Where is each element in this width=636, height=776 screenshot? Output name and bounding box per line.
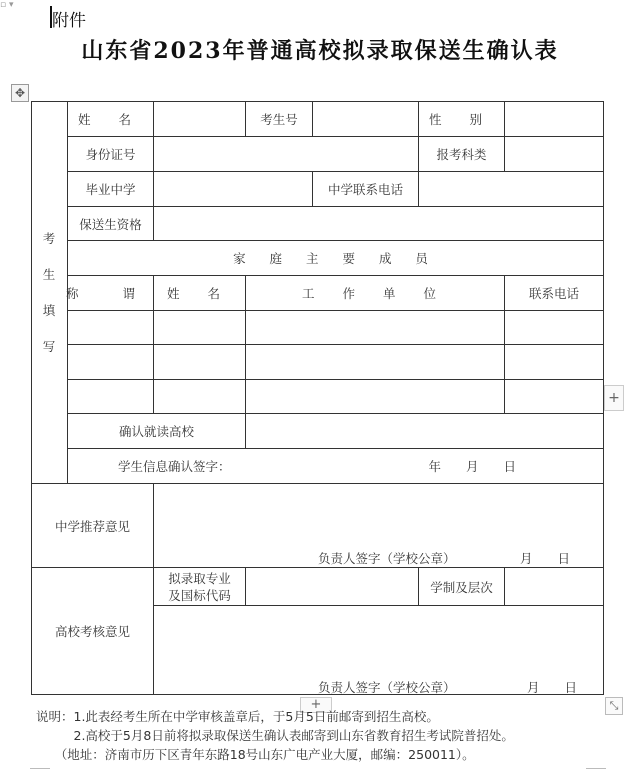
side-char-3: 填 <box>42 303 56 318</box>
confirm-school-label: 确认就读高校 <box>118 424 194 439</box>
name-field[interactable] <box>154 102 245 136</box>
name-label: 姓 名 <box>78 112 143 127</box>
page-corner-mark-left <box>30 768 50 769</box>
system-label: 学制及层次 <box>430 579 493 595</box>
family-col-phone: 联系电话 <box>528 286 579 301</box>
school-phone-field[interactable] <box>419 172 603 206</box>
exam-no-label: 考生号 <box>260 112 298 127</box>
university-date: 月 日 <box>527 680 578 695</box>
middle-school-field[interactable] <box>154 172 312 206</box>
gender-field[interactable] <box>505 102 603 136</box>
id-field[interactable] <box>154 137 418 171</box>
university-opinion-label: 高校考核意见 <box>54 624 130 639</box>
qualification-label: 保送生资格 <box>79 216 142 232</box>
system-field[interactable] <box>505 568 603 605</box>
exam-no-field[interactable] <box>313 102 418 136</box>
add-column-button[interactable]: + <box>604 385 624 411</box>
qualification-field[interactable] <box>154 207 603 240</box>
table-resize-icon[interactable]: ⤡ <box>605 697 623 715</box>
subject-label: 报考科类 <box>436 147 487 162</box>
family-col-title: 称 谓 <box>66 286 155 301</box>
subject-field[interactable] <box>505 137 603 171</box>
paragraph-mark-icon: ▫ ▾ <box>0 0 14 10</box>
side-char-1: 考 <box>42 231 56 246</box>
family-heading: 家 庭 主 要 成 员 <box>233 251 438 266</box>
middle-school-label: 毕业中学 <box>85 182 136 197</box>
family-col-name: 姓 名 <box>167 286 232 301</box>
note-line-2: 2.高校于5月8日前将拟录取保送生确认表邮寄到山东省教育招生考试院普招处。 <box>36 728 514 743</box>
attachment-label: 附件 <box>52 11 86 31</box>
page-corner-mark-right <box>586 768 606 769</box>
gender-label: 性 别 <box>429 112 494 127</box>
major-label-line-2: 及国标代码 <box>168 587 231 603</box>
add-row-button[interactable]: + <box>300 697 332 713</box>
student-sign-date: 年 月 日 <box>428 459 517 474</box>
side-char-2: 生 <box>42 267 56 282</box>
id-label: 身份证号 <box>85 147 136 162</box>
university-sign: 负责人签字（学校公章） <box>318 680 456 695</box>
family-rows[interactable] <box>68 311 603 413</box>
note-line-3: （地址：济南市历下区青年东路18号山东广电产业大厦，邮编：250011）。 <box>36 747 475 762</box>
table-move-handle-icon[interactable]: ✥ <box>11 84 29 102</box>
confirm-school-field[interactable] <box>246 414 603 448</box>
school-phone-label: 中学联系电话 <box>327 182 403 197</box>
note-line-1: 说明：1.此表经考生所在中学审核盖章后，于5月5日前邮寄到招生高校。 <box>36 709 439 724</box>
student-fill-label <box>31 206 67 378</box>
middle-school-opinion-label: 中学推荐意见 <box>54 518 130 534</box>
student-sign-label: 学生信息确认签字： <box>118 459 231 474</box>
major-label <box>154 568 245 605</box>
student-sign-row[interactable] <box>68 449 603 483</box>
major-label-line-1: 拟录取专业 <box>168 570 231 586</box>
middle-school-sign: 负责人签字（学校公章） <box>318 551 456 566</box>
major-field[interactable] <box>246 568 418 605</box>
page-title: 山东省2023年普通高校拟录取保送生确认表 <box>81 38 559 64</box>
notes <box>36 707 514 764</box>
side-char-4: 写 <box>42 339 56 354</box>
family-col-work: 工 作 单 位 <box>302 286 448 301</box>
middle-school-date: 月 日 <box>520 551 571 566</box>
